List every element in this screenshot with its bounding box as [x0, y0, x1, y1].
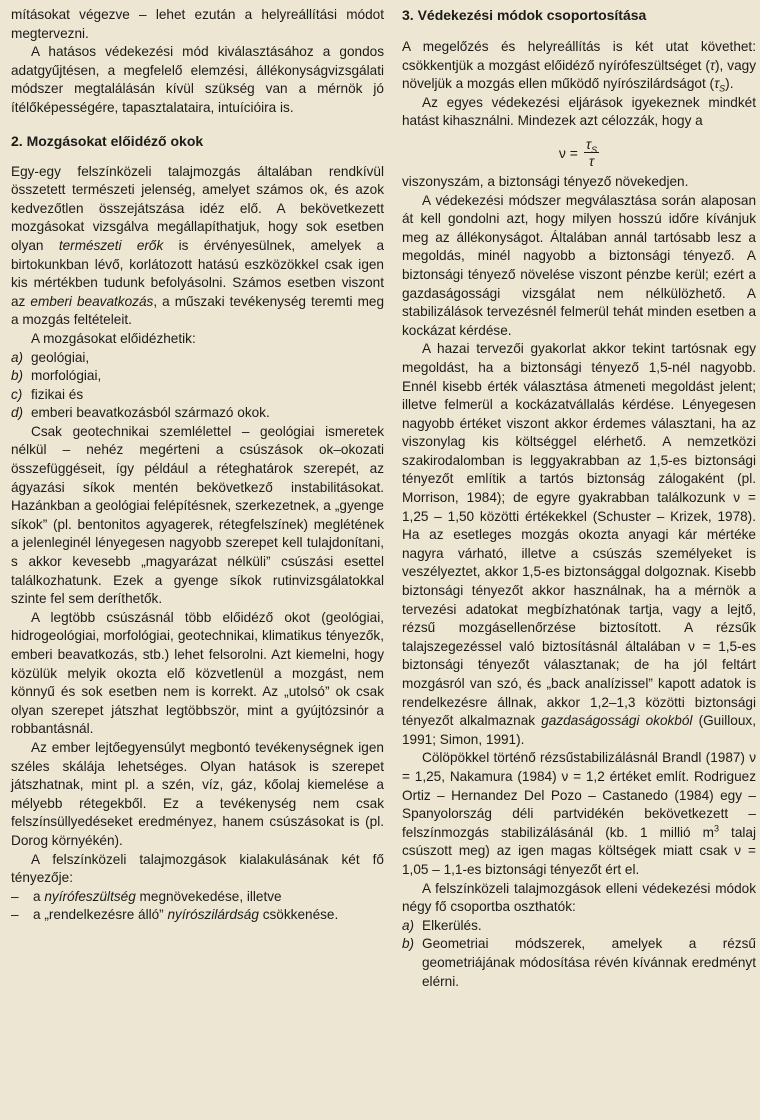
- text-run: is érvényesülnek, amelyek a birtokunkban lévő, korlátozott hatású eszközökkel csak igen kis mértékben tudunk befolyásolni. Számos esetben viszont az: [11, 237, 384, 309]
- text-run: A hazai tervezői gyakorlat akkor tekint tartósnak egy megoldást, ha a biztonsági tényező 1,5-nél nagyobb. Ennél kisebb érték választása átmeneti megoldást jelent; illetve felmerül a kockázatvállalás kérdése. Lényegesen nagyobb értéket viszont akkor érdemes választani, ha az viszonylag kis költséggel elérhető. A nemzetközi szakirodalomban is leggyakrabban az 1,5-es biztonsági tényezőt említik a tartós biztonság zálogaként (pl. Morrison, 1984); de egyre gyakrabban találkozunk ν = 1,25 – 1,50 közötti értékekkel (Schuster – Krizek, 1978). Ha az esetleges mozgás okozta anyagi kár mértéke nagyra várható, illetve a csúszás személyeket is veszélyeztet, akkor 1,5-es biztonsággal dolgoznak. Kisebb biztonsági tényezőt akkor használnak, ha a mérnök a tervezési adatokat megbízhatónak tartja, vagy a lejtő, rézsű mozgásellenőrzése biztosított. A rézsűk talajszegezéssel való biztosításnál általában ν = 1,5-es biztonsági tényezőt választanak; de ha jól feltárt mozgásról van szó, és „back analízissel” kapott adatok is rendelkezésre állnak, akkor 1,2–1,3 közötti biztonsági tényezőt alkalmaznak: [402, 341, 756, 729]
- text-run: ).: [725, 76, 734, 92]
- paragraph-method-choice: A védekezési módszer megválasztása során alaposan át kell gondolni azt, hogy milyen hosszú időre kívánjuk meg az állékonyságot. Általában annál tartósabb lesz a megoldás, minél nagyobb a biztonsági tényező. A biztonsági tényező növelése viszont pénzbe kerül; ezért a gazdaságossági vizsgálat nem nélkülözhető. A stabilizálások tervezésnél felmerül tehát minden esetben a kockázat kérdése.: [402, 192, 756, 338]
- symbol-tau-s: [714, 76, 726, 94]
- emphasis-shear-strength: nyírószilárdság: [167, 907, 259, 923]
- list-marker: c): [11, 386, 23, 402]
- list-item: [11, 386, 384, 405]
- list-marker: b): [11, 368, 24, 384]
- formula-fraction: [584, 136, 599, 169]
- cause-list: [11, 349, 384, 423]
- factor-list: [11, 888, 384, 925]
- list-text: Elkerülés.: [422, 917, 482, 933]
- paragraph-two-factors: A felszínközeli talajmozgások kialakulásának két fő tényezője:: [11, 851, 384, 886]
- text-run: Egy-egy felszínközeli talajmozgás általában rendkívül összetett természeti jelenség, amelyet számos ok, és azok kedvezőtlen összejátszása idéz elő. A bekövetkezett mozgásokat vizsgálva megállapíthatjuk, hogy sok esetben olyan: [11, 163, 384, 253]
- text-run: a „rendelkezésre álló”: [33, 907, 168, 923]
- text-run: , a műszaki tevékenység teremti meg a mozgás feltételeit.: [11, 293, 385, 328]
- text-run: ), vagy növeljük a mozgás ellen működő nyírószilárdságot (: [402, 57, 757, 92]
- list-marker: –: [11, 888, 19, 904]
- text-run: (Guilloux, 1991; Simon, 1991).: [402, 713, 756, 747]
- symbol-base: τ: [714, 76, 720, 92]
- formula-numerator: [584, 136, 599, 156]
- symbol-tau: τ: [709, 57, 715, 73]
- paragraph-four-groups: A felszínközeli talajmozgások elleni védekezési módok négy fő csoportba oszthatók:: [402, 880, 756, 915]
- list-text: fizikai és: [31, 386, 84, 402]
- method-list: [402, 917, 756, 991]
- list-text: [33, 888, 384, 907]
- formula-numerator-sub: S: [591, 145, 598, 156]
- safety-factor-formula: [402, 133, 756, 173]
- list-text: geológiai,: [31, 349, 90, 365]
- list-marker: a): [11, 349, 24, 365]
- list-item: [11, 888, 384, 907]
- list-item: [402, 935, 756, 991]
- right-column: [402, 6, 756, 991]
- text-run: csökkenése.: [258, 907, 339, 923]
- paragraph-natural-forces: [11, 163, 384, 330]
- section-heading-causes: 2. Mozgásokat előidéző okok: [11, 132, 204, 149]
- paragraph-selection: A hatásos védekezési mód kiválasztásához a gondos adatgyűjtésen, a megfelelő elemzési, állékonyságvizsgálati módszer megtalálásán kívül szükség van a mérnök jó ítélőképességére, tapasztalataira, intuícióira is.: [11, 44, 384, 115]
- left-column: [11, 6, 384, 925]
- formula-lhs: ν =: [558, 144, 578, 161]
- paragraph-both-effects: Az egyes védekezési eljárások igyekeznek mindkét hatást kihasználni. Mindezek azt célozzák, hogy a: [402, 94, 756, 129]
- paragraph-list-intro: A mozgásokat előidézhetik:: [31, 330, 196, 346]
- emphasis-natural-forces: természeti erők: [58, 237, 164, 253]
- paragraph-pile-stabilization: [402, 749, 756, 879]
- list-item: [11, 367, 384, 386]
- emphasis-shear-stress: nyírófeszültség: [44, 888, 136, 904]
- text-run: megnövekedése, illetve: [135, 888, 282, 904]
- list-item: [11, 404, 384, 423]
- list-text: Geometriai módszerek, amelyek a rézsű geometriájának módosítása révén kívánnak eredményt elérni.: [422, 936, 756, 989]
- section-heading-protection: 3. Védekezési módok csoportosítása: [402, 7, 647, 23]
- list-text: [33, 906, 384, 925]
- paragraph-multiple-causes: A legtöbb csúszásnál több előidéző okot (geológiai, hidrogeológiai, morfológiai, geotechnikai, klimatikus tényezők, emberi beavatkozás, stb.) lehet felsorolni. Azt kiemelni, hogy közülük melyik okozta elő közvetlenül a mozgást, nem könnyű és sok esetben nem is korrekt. Az „utolsó” ok csak olyan szerepet játszhat legtöbbször, mint a gyújtózsinór a robbantásnál.: [11, 609, 384, 737]
- list-item: [402, 917, 756, 936]
- list-item: [11, 349, 384, 368]
- superscript-3: 3: [713, 823, 719, 834]
- paragraph-domestic-practice: [402, 340, 756, 749]
- list-text: morfológiai,: [31, 368, 102, 384]
- formula-numerator-base: τ: [585, 136, 592, 153]
- paragraph-continuation: mításokat végezve – lehet ezután a helyreállítási módot megtervezni.: [11, 7, 384, 41]
- list-marker: d): [11, 405, 24, 421]
- emphasis-economic-reasons: gazdaságossági okokból: [541, 713, 693, 729]
- list-marker: a): [402, 917, 415, 933]
- list-marker: b): [402, 936, 415, 952]
- symbol-subscript: S: [719, 83, 726, 94]
- emphasis-human-intervention: emberi beavatkozás: [30, 293, 154, 309]
- formula-denominator: τ: [588, 153, 595, 170]
- text-run: talaj csúszott meg) az igen magas költségek miatt csak ν = 1,05 – 1,1-es biztonsági tényezőt ért el.: [402, 824, 756, 877]
- text-run: Cölöpökkel történő rézsűstabilizálásnál Brandl (1987) ν = 1,25, Nakamura (1984) ν = 1,2 értéket említ. Rodriguez Ortiz – Hernandez Del Pozo – Castanedo (1984) egy – Spanyolország déli partvidékén bekövetkezett – felszínmozgás stabilizálásánál (kb. 1 millió m: [402, 750, 756, 840]
- text-run: A megelőzés és helyreállítás is két utat követhet: csökkentjük a mozgást előidéző nyírófeszültséget (: [402, 39, 756, 73]
- list-text: emberi beavatkozásból származó okok.: [31, 405, 270, 421]
- list-marker: –: [11, 907, 19, 923]
- paragraph-ratio: viszonyszám, a biztonsági tényező növekedjen.: [402, 173, 689, 189]
- paragraph-geotechnical: Csak geotechnikai szemlélettel – geológiai ismeretek nélkül – nehéz megérteni a csúszások ok–okozati összefüggéseit, így például a réteghatárok szerepét, az ágyazási síkok mentén bekövetkező instabilitásokat. Hazánkban a geológiai felépítésnek, szerkezetnek, a „gyenge síkok” (pl. bentonitos agyagerek, rétegfelszínek) meglétének a jelenleginél lényegesen nagyobb szerepet kell tulajdonítani, s akkor kevesebb „magyarázat nélküli” csúszási esettel találkozhatunk. Ezek a gyenge síkok rutinvizsgálatokkal szinte fel sem deríthetők.: [11, 423, 384, 607]
- text-run: a: [33, 888, 45, 904]
- list-item: [11, 906, 384, 925]
- paragraph-prevention: [402, 38, 756, 94]
- paragraph-human-activity: Az ember lejtőegyensúlyt megbontó tevékenységnek igen széles skálája lehetséges. Olyan hatások is szerepet játszhatnak, mint pl. a szén, víz, gáz, kőolaj kiemelése a mélyebb rétegekből. Ez a tevékenység nem csak felszínsüllyedéseket eredményez, hanem csúszásokat is (pl. Dorog környékén).: [11, 739, 384, 848]
